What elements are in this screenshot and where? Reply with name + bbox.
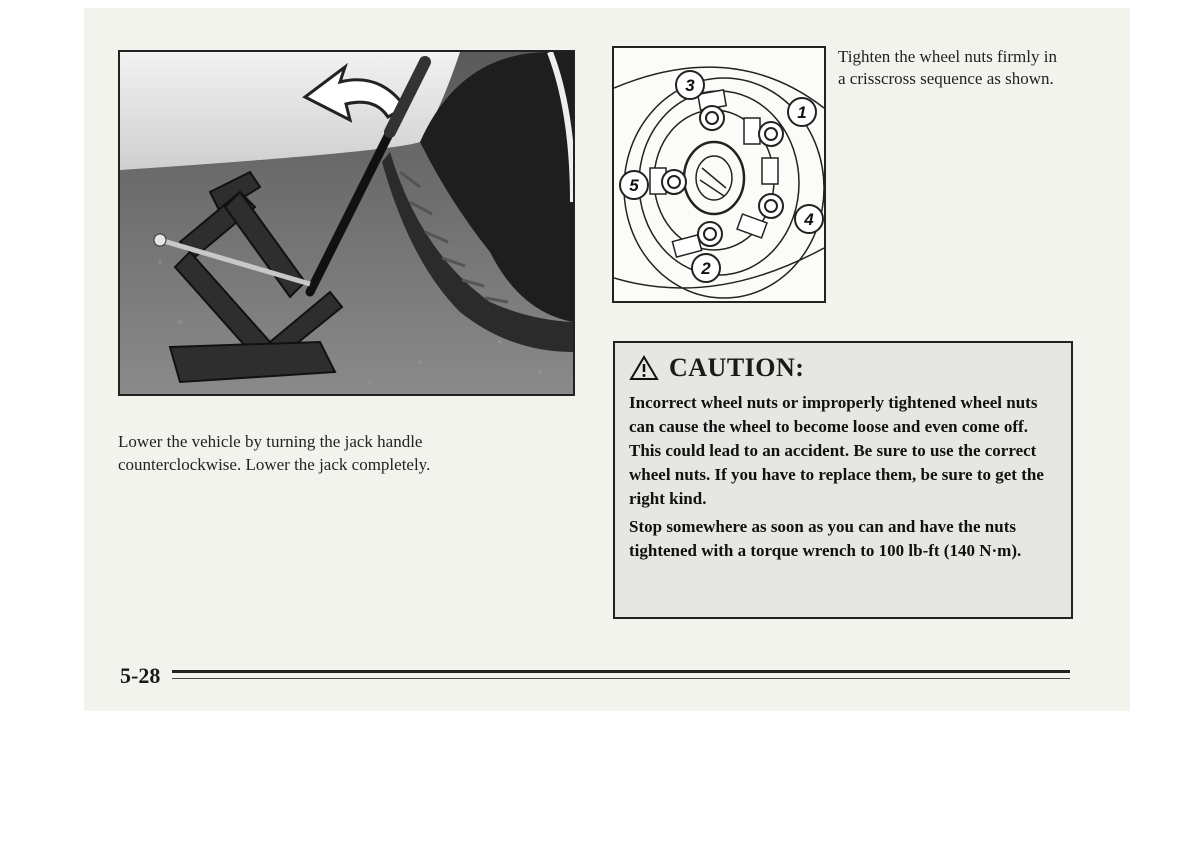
lower-vehicle-instruction-text: Lower the vehicle by turning the jack handle counterclockwise. Lower the jack completely. [118, 432, 431, 474]
warning-triangle-icon [629, 355, 659, 381]
sequence-label-5: 5 [629, 176, 639, 195]
footer-rule [172, 670, 1070, 673]
jack-lowering-photo [118, 50, 575, 396]
caution-paragraph-1: Incorrect wheel nuts or improperly tightened wheel nuts can cause the wheel to become loose and even come off. This could lead to an accident. Be sure to use the correct wheel nuts. If you have to replace them, be sure to get the right kind. [629, 393, 1044, 508]
sequence-label-3: 3 [685, 76, 695, 95]
sequence-label-4: 4 [804, 210, 814, 229]
caution-title: CAUTION: [669, 353, 805, 382]
page-number: 5-28 [120, 663, 161, 688]
caution-paragraph-2: Stop somewhere as soon as you can and have the nuts tightened with a torque wrench to 100 lb-ft (140 N·m). [629, 517, 1022, 560]
sequence-label-2: 2 [701, 259, 711, 278]
sequence-label-1: 1 [797, 103, 807, 122]
caution-box [613, 341, 1073, 619]
wheel-nut-sequence-diagram [612, 46, 826, 303]
caution-header [629, 353, 1057, 383]
tighten-instruction-text: Tighten the wheel nuts firmly in a crisscross sequence as shown. [838, 47, 1057, 88]
footer-rule-thin [172, 678, 1070, 679]
